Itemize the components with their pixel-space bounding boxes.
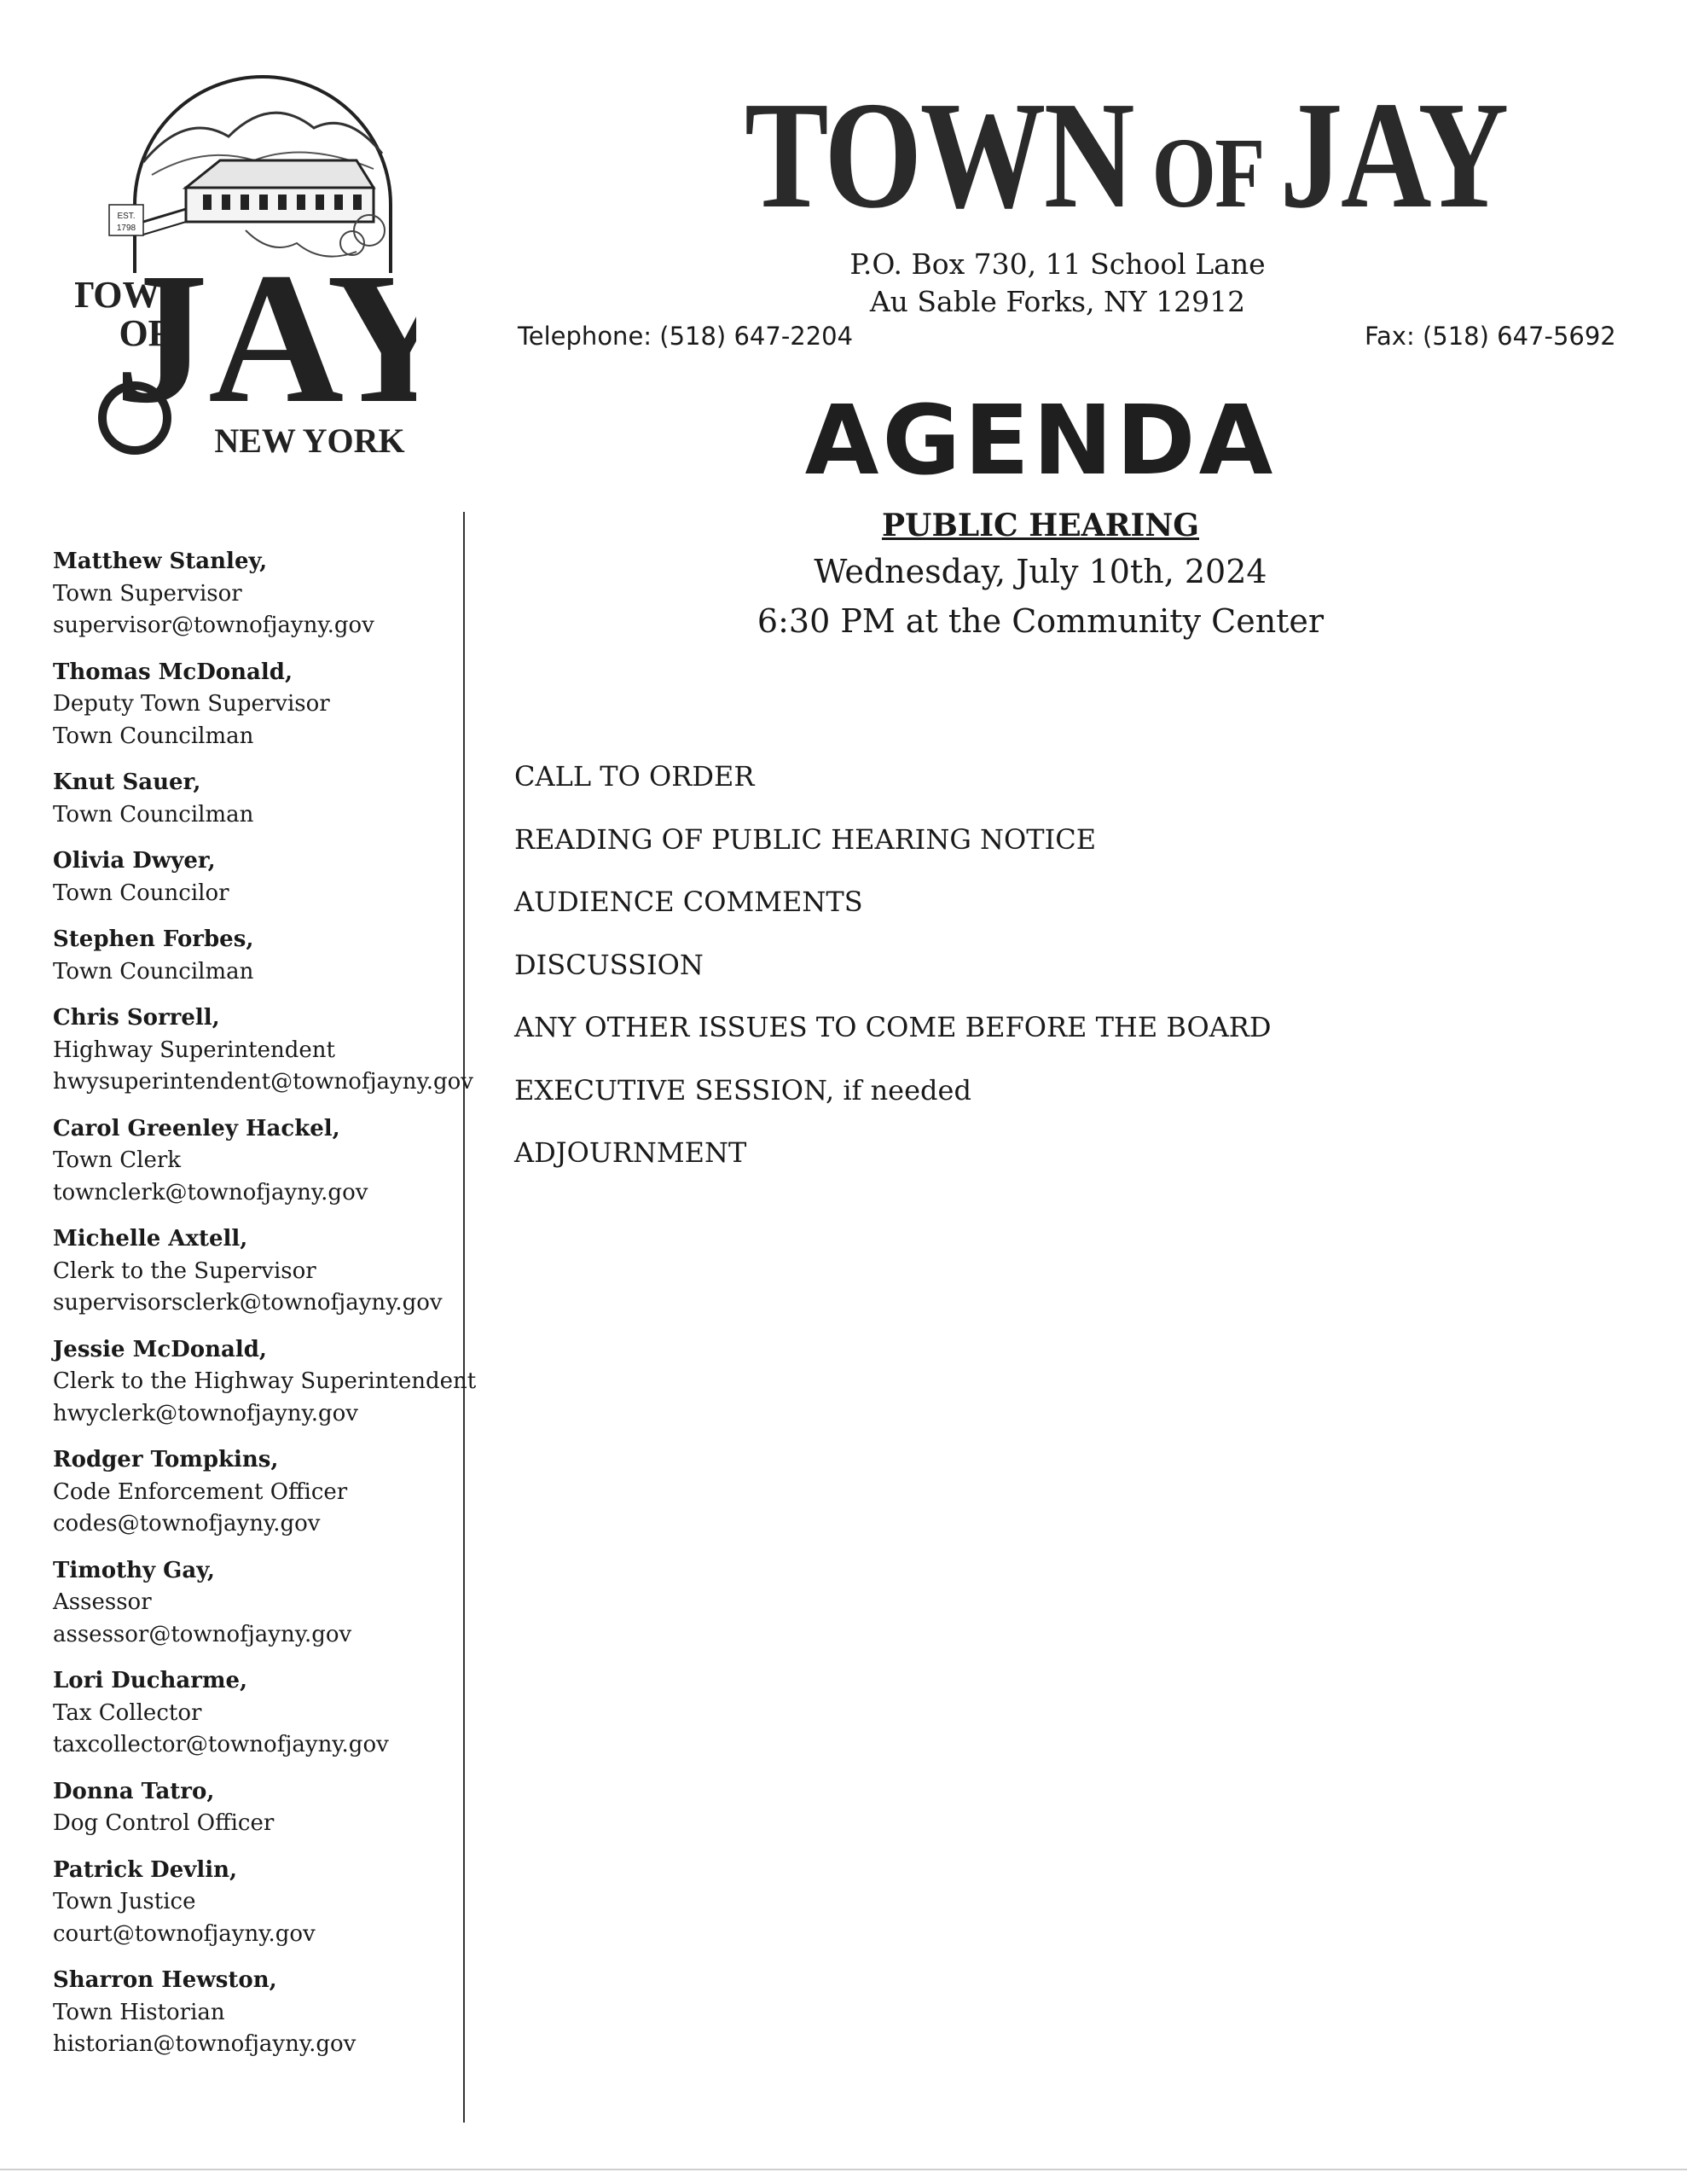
staff-entry: [53, 546, 471, 642]
staff-title: Town Councilman: [53, 958, 254, 985]
staff-name: Olivia Dwyer,: [53, 848, 216, 874]
staff-title: Town Councilman: [53, 801, 254, 828]
staff-directory: [53, 546, 477, 2076]
meeting-date: Wednesday, July 10th, 2024: [814, 553, 1267, 590]
staff-email: taxcollector@townofjayny.gov: [53, 1732, 389, 1757]
agenda-item: CALL TO ORDER: [514, 760, 755, 793]
staff-entry: [53, 1555, 471, 1652]
address-line-1: P.O. Box 730, 11 School Lane: [849, 247, 1266, 281]
staff-entry: [53, 1002, 471, 1099]
staff-email: townclerk@townofjayny.gov: [53, 1179, 368, 1205]
staff-title: Town Justice: [53, 1889, 196, 1914]
title-of: OF: [1151, 117, 1261, 229]
address: [768, 246, 1348, 321]
staff-entry: [53, 1665, 471, 1762]
staff-name: Stephen Forbes,: [53, 926, 254, 952]
staff-title: Assessor: [53, 1589, 152, 1615]
staff-title: Code Enforcement Officer: [53, 1478, 348, 1505]
logo-of: OF: [119, 312, 171, 354]
logo-est: EST.: [117, 212, 136, 221]
meeting-time-place: 6:30 PM at the Community Center: [757, 602, 1325, 640]
agenda-item: ANY OTHER ISSUES TO COME BEFORE THE BOARD: [514, 1011, 1272, 1043]
staff-title: Town Councilman: [53, 723, 254, 749]
staff-name: Jessie McDonald,: [53, 1336, 267, 1362]
staff-entry: [53, 1113, 471, 1210]
staff-email: supervisor@townofjayny.gov: [53, 613, 374, 638]
staff-name: Timothy Gay,: [53, 1557, 215, 1583]
staff-email: hwyclerk@townofjayny.gov: [53, 1400, 358, 1426]
logo-year: 1798: [116, 224, 136, 233]
staff-entry: [53, 1965, 471, 2061]
staff-name: Carol Greenley Hackel,: [53, 1115, 340, 1141]
staff-title: Clerk to the Highway Superintendent: [53, 1368, 477, 1394]
staff-entry: [53, 1776, 471, 1840]
staff-name: Knut Sauer,: [53, 770, 201, 795]
agenda-item: ADJOURNMENT: [514, 1136, 747, 1169]
staff-name: Matthew Stanley,: [53, 549, 268, 574]
fax: Fax: (518) 647-5692: [1365, 322, 1616, 351]
agenda-heading: AGENDA: [804, 386, 1277, 497]
title-jay: JAY: [1279, 70, 1507, 240]
staff-entry: [53, 845, 471, 909]
staff-title: Dog Control Officer: [53, 1810, 275, 1836]
staff-name: Rodger Tompkins,: [53, 1447, 279, 1472]
staff-name: Lori Ducharme,: [53, 1668, 248, 1693]
staff-entry: [53, 767, 471, 831]
agenda-item: READING OF PUBLIC HEARING NOTICE: [514, 822, 1097, 856]
staff-email: court@townofjayny.gov: [53, 1920, 316, 1947]
agenda-item: DISCUSSION: [514, 948, 704, 981]
staff-email: hwysuperintendent@townofjayny.gov: [53, 1069, 473, 1095]
staff-entry: [53, 1223, 471, 1320]
logo-town: TOWN: [75, 274, 188, 316]
staff-name: Sharron Hewston,: [53, 1967, 277, 1993]
staff-title: Town Supervisor: [53, 580, 242, 607]
staff-entry: [53, 1444, 471, 1541]
logo-state: NEW YORK: [214, 421, 405, 460]
staff-title: Clerk to the Supervisor: [53, 1258, 316, 1284]
staff-name: Chris Sorrell,: [53, 1005, 220, 1031]
staff-name: Donna Tatro,: [53, 1778, 215, 1804]
staff-title: Town Councilor: [53, 880, 229, 906]
staff-entry: [53, 1334, 477, 1431]
meeting-type: PUBLIC HEARING: [881, 508, 1200, 543]
agenda-item: EXECUTIVE SESSION, if needed: [514, 1073, 971, 1107]
telephone: Telephone: (518) 647-2204: [518, 322, 854, 351]
staff-entry: [53, 657, 471, 753]
staff-entry: [53, 924, 471, 988]
staff-email: supervisorsclerk@townofjayny.gov: [53, 1290, 443, 1316]
address-line-2: Au Sable Forks, NY 12912: [869, 285, 1246, 318]
staff-email: assessor@townofjayny.gov: [53, 1621, 352, 1647]
staff-title: Tax Collector: [53, 1699, 202, 1726]
agenda-item: AUDIENCE COMMENTS: [514, 886, 863, 918]
staff-email: historian@townofjayny.gov: [53, 2031, 357, 2057]
staff-email: codes@townofjayny.gov: [53, 1511, 321, 1536]
covered-bridge-logo-icon: [75, 60, 416, 469]
agenda-items: [514, 759, 1272, 1199]
staff-name: Michelle Axtell,: [53, 1226, 248, 1252]
masthead-title: [597, 70, 1655, 240]
staff-title: Deputy Town Supervisor: [53, 691, 330, 717]
staff-name: Patrick Devlin,: [53, 1856, 238, 1883]
logo-jay: JAY: [114, 234, 416, 442]
page-bottom-rule: [0, 2169, 1687, 2170]
town-logo: [75, 60, 416, 469]
staff-title: Highway Superintendent: [53, 1037, 335, 1063]
title-town: TOWN: [745, 70, 1133, 240]
staff-title: Town Historian: [53, 1999, 225, 2025]
staff-entry: [53, 1855, 471, 1951]
staff-name: Thomas McDonald,: [53, 659, 293, 685]
staff-title: Town Clerk: [53, 1147, 182, 1173]
